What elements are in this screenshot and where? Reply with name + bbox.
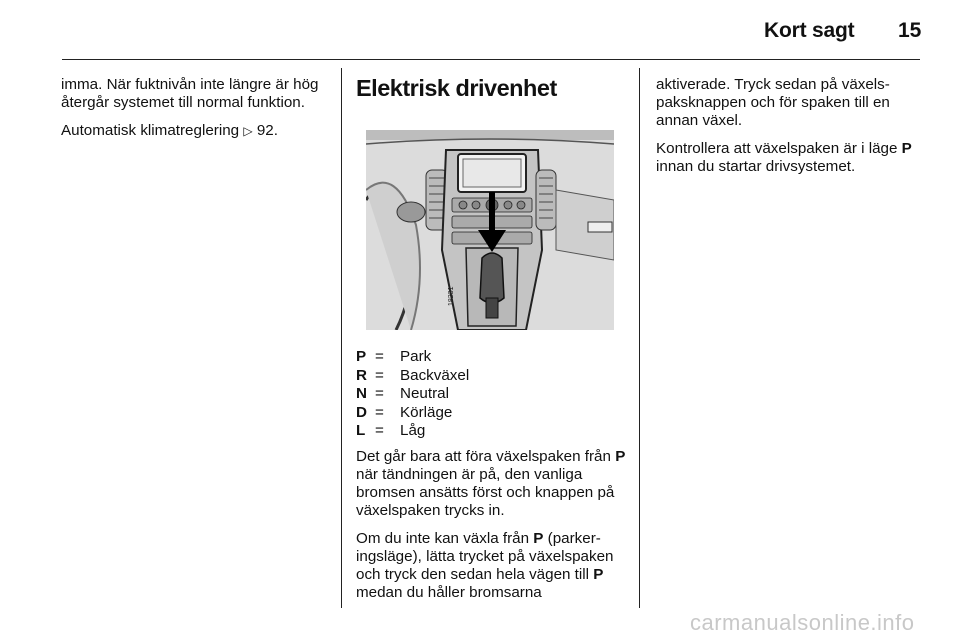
- legend-label: Backväxel: [400, 366, 470, 384]
- col1-paragraph-1: imma. När fuktnivån inte längre är hög återgår systemet till normal funktion.: [61, 76, 319, 111]
- legend-equals: =: [375, 422, 384, 439]
- legend-equals: =: [375, 385, 384, 402]
- legend-key: N: [356, 385, 367, 402]
- gear-p-bold: P: [533, 530, 544, 547]
- legend-label: Körläge: [400, 403, 453, 421]
- col2-paragraph-2: [356, 530, 626, 602]
- legend-equals: =: [375, 366, 384, 384]
- legend-label: Park: [400, 348, 432, 365]
- legend-key: P: [356, 348, 367, 365]
- column-2-body: [356, 448, 626, 612]
- gear-p-bold: P: [901, 140, 912, 157]
- text-run: (parkeringsläge), lätta trycket på växelspaken och tryck den sedan hela vägen till: [356, 530, 614, 583]
- col1-paragraph-2: [61, 122, 329, 140]
- legend-equals: =: [375, 348, 384, 365]
- legend-item: [356, 348, 469, 367]
- col2-paragraph-1: [356, 448, 626, 520]
- legend-label: Neutral: [400, 385, 449, 402]
- col3-paragraph-1: aktiverade. Tryck sedan på växelspaksknappen och för spaken till en annan växel.: [656, 76, 890, 129]
- legend-item: [356, 404, 469, 423]
- header-title: Kort sagt: [764, 19, 855, 42]
- col3-paragraph-2: [656, 140, 924, 176]
- gear-p-bold: P: [593, 566, 604, 583]
- page-number: 15: [898, 19, 922, 42]
- legend-item: [356, 367, 469, 386]
- gear-p-bold: P: [615, 448, 626, 465]
- legend-label: Låg: [400, 422, 426, 439]
- column-divider-2: [639, 68, 640, 608]
- section-title: Elektrisk drivenhet: [356, 75, 557, 101]
- gear-selector-illustration: [366, 130, 614, 330]
- text-run: Kontrollera att växelspaken är i läge: [656, 140, 902, 157]
- figure-code: 18231: [448, 286, 455, 306]
- legend-equals: =: [375, 403, 384, 421]
- dashboard-console-drawing: [366, 130, 614, 330]
- legend-item: [356, 385, 469, 404]
- header-rule: [62, 59, 920, 60]
- page-ref-arrow-icon: ▷: [243, 124, 253, 138]
- text-run: när tändningen är på, den vanliga bromsen ansätts först och knappen på växelspaken trycks in.: [356, 466, 615, 519]
- column-2: [356, 74, 624, 102]
- column-3: [656, 76, 924, 186]
- column-divider-1: [341, 68, 342, 608]
- column-1: [61, 76, 329, 150]
- text-run: Det går bara att föra växelspaken från: [356, 448, 616, 465]
- col1-reference-text: Automatisk klimatreglering: [61, 122, 240, 139]
- col1-reference-page[interactable]: 92.: [256, 122, 278, 139]
- legend-key: R: [356, 366, 367, 384]
- legend-key: L: [356, 422, 366, 439]
- legend-key: D: [356, 403, 367, 421]
- gear-legend: [356, 348, 469, 441]
- text-run: Om du inte kan växla från: [356, 530, 534, 547]
- watermark: carmanualsonline.info: [690, 610, 915, 635]
- text-run: innan du startar drivsystemet.: [656, 158, 856, 175]
- page-header: [0, 0, 960, 60]
- legend-item: [356, 422, 469, 441]
- text-run: medan du håller bromsarna: [356, 584, 542, 601]
